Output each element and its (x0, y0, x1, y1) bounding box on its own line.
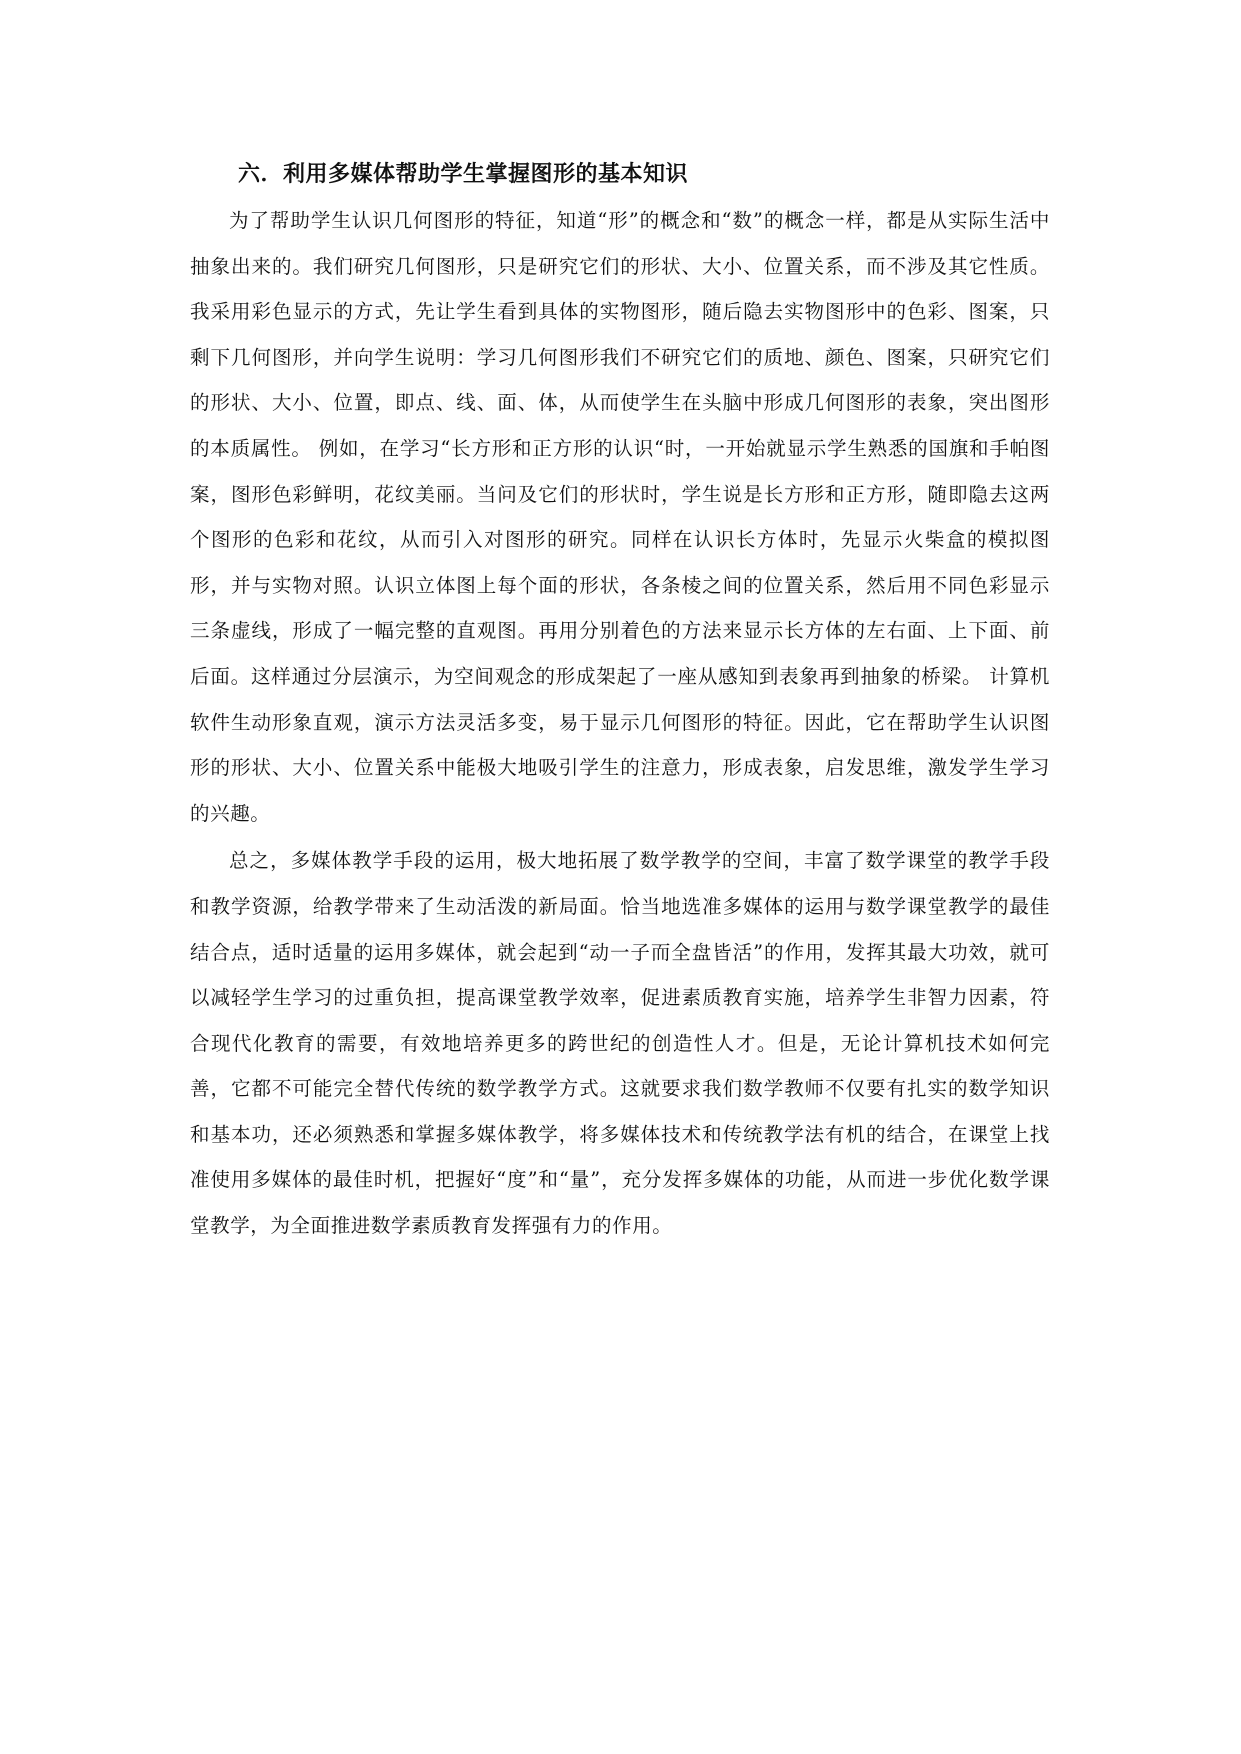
body-paragraph-geometry-teaching: 为了帮助学生认识几何图形的特征，知道“形”的概念和“数”的概念一样，都是从实际生活中抽象出来的。我们研究几何图形，只是研究它们的形状、大小、位置关系，而不涉及其它性质。我采用彩色显示的方式，先让学生看到具体的实物图形，随后隐去实物图形中的色彩、图案，只剩下几何图形，并向学生说明：学习几何图形我们不研究它们的质地、颜色、图案，只研究它们的形状、大小、位置，即点、线、面、体，从而使学生在头脑中形成几何图形的表象，突出图形的本质属性。 例如，在学习“长方形和正方形的认识“时，一开始就显示学生熟悉的国旗和手帕图案，图形色彩鲜明，花纹美丽。当问及它们的形状时，学生说是长方形和正方形，随即隐去这两个图形的色彩和花纹，从而引入对图形的研究。同样在认识长方体时，先显示火柴盒的模拟图形，并与实物对照。认识立体图上每个面的形状，各条棱之间的位置关系，然后用不同色彩显示三条虚线，形成了一幅完整的直观图。再用分别着色的方法来显示长方体的左右面、上下面、前后面。这样通过分层演示，为空间观念的形成架起了一座从感知到表象再到抽象的桥梁。 计算机软件生动形象直观，演示方法灵活多变，易于显示几何图形的特征。因此，它在帮助学生认识图形的形状、大小、位置关系中能极大地吸引学生的注意力，形成表象，启发思维，激发学生学习的兴趣。 (190, 209, 1050, 825)
section-heading: 六．利用多媒体帮助学生掌握图形的基本知识 (238, 162, 689, 187)
body-paragraph-conclusion: 总之，多媒体教学手段的运用，极大地拓展了数学教学的空间，丰富了数学课堂的教学手段和教学资源，给教学带来了生动活泼的新局面。恰当地选准多媒体的运用与数学课堂教学的最佳结合点，适时适量的运用多媒体，就会起到“动一子而全盘皆活”的作用，发挥其最大功效，就可以减轻学生学习的过重负担，提高课堂教学效率，促进素质教育实施，培养学生非智力因素，符合现代化教育的需要，有效地培养更多的跨世纪的创造性人才。但是，无论计算机技术如何完善，它都不可能完全替代传统的数学教学方式。这就要求我们数学教师不仅要有扎实的数学知识和基本功，还必须熟悉和掌握多媒体教学，将多媒体技术和传统教学法有机的结合，在课堂上找准使用多媒体的最佳时机，把握好“度”和“量”，充分发挥多媒体的功能，从而进一步优化数学课堂教学，为全面推进数学素质教育发挥强有力的作用。 (190, 849, 1050, 1238)
document-body (190, 160, 1050, 1249)
